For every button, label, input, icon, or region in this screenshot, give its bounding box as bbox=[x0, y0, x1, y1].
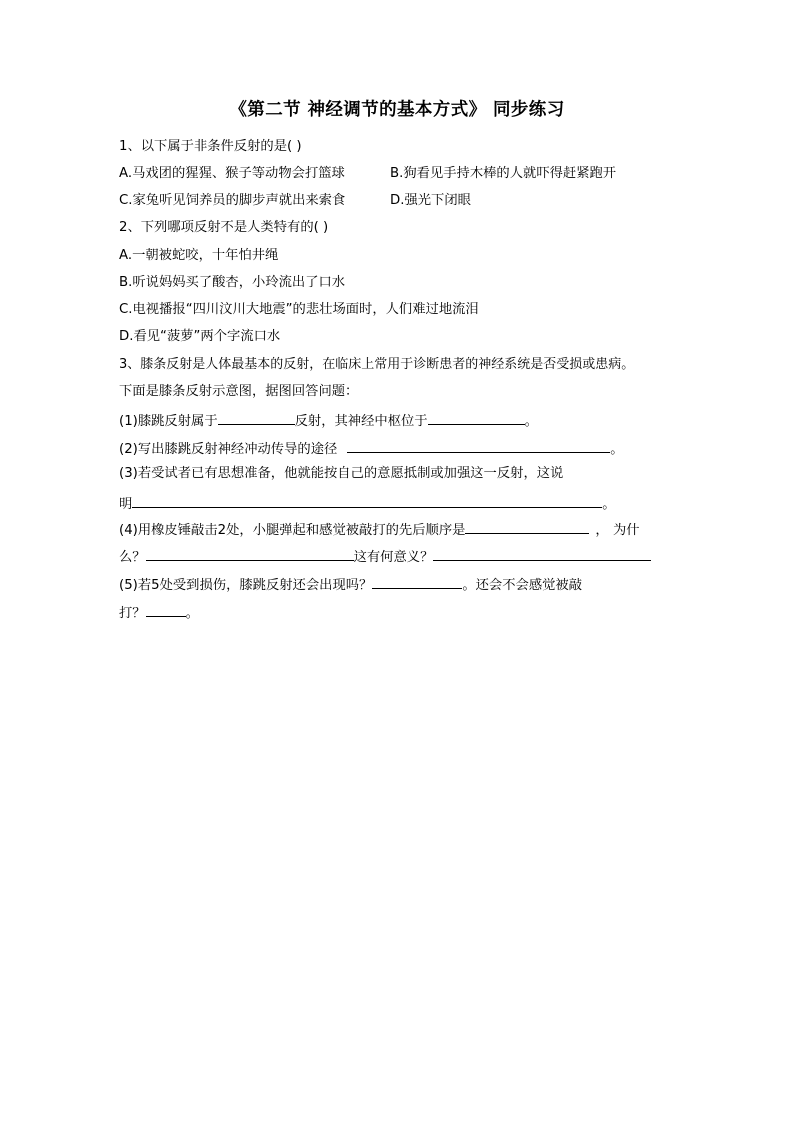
q3-sub1 bbox=[119, 410, 538, 431]
q1-option-a: A.马戏团的猩猩、猴子等动物会打篮球 bbox=[119, 166, 345, 181]
q3-sub4-line1 bbox=[119, 519, 640, 540]
q3-sub3-text-c: 。 bbox=[602, 497, 616, 512]
q3-sub5-text-c: 打？ bbox=[119, 606, 146, 621]
q1-option-d: D.强光下闭眼 bbox=[390, 193, 471, 208]
q3-sub3-text-b: 明 bbox=[119, 497, 133, 512]
q3-sub5-line1 bbox=[119, 574, 582, 595]
answer-blank[interactable] bbox=[428, 410, 525, 425]
q3-sub4-text-a: (4)用橡皮锤敲击2处，小腿弹起和感觉被敲打的先后顺序是 bbox=[119, 523, 466, 538]
q3-intro-line1: 3、膝条反射是人体最基本的反射，在临床上常用于诊断患者的神经系统是否受损或患病。 bbox=[119, 357, 635, 372]
q3-sub4-text-c: 么？ bbox=[119, 550, 146, 565]
q3-sub4-text-d: 这有何意义？ bbox=[353, 550, 434, 565]
q3-sub1-text-a: (1)膝跳反射属于 bbox=[119, 414, 218, 429]
q3-sub3-line2 bbox=[119, 493, 616, 514]
q3-sub1-text-b: 反射，其神经中枢位于 bbox=[294, 414, 428, 429]
q3-sub2 bbox=[119, 438, 624, 459]
q3-intro-line2: 下面是膝条反射示意图，据图回答问题： bbox=[119, 384, 359, 399]
q2-option-d: D.看见“菠萝”两个字流口水 bbox=[119, 329, 281, 344]
q3-sub1-text-c: 。 bbox=[524, 414, 538, 429]
q2-option-c: C.电视播报“四川汶川大地震”的悲壮场面时，人们难过地流泪 bbox=[119, 302, 479, 317]
answer-blank[interactable] bbox=[218, 410, 295, 425]
answer-blank[interactable] bbox=[132, 493, 602, 508]
q3-sub2-text-b: 。 bbox=[610, 442, 624, 457]
answer-blank[interactable] bbox=[465, 519, 589, 534]
answer-blank[interactable] bbox=[146, 602, 186, 617]
q3-sub3-line1: (3)若受试者已有思想准备，他就能按自己的意愿抵制或加强这一反射，这说 bbox=[119, 466, 564, 481]
answer-blank[interactable] bbox=[146, 546, 354, 561]
q2-stem: 2、下列哪项反射不是人类特有的( ) bbox=[119, 220, 329, 235]
page-title: 《第二节 神经调节的基本方式》 同步练习 bbox=[229, 100, 565, 120]
q1-option-c: C.家兔听见饲养员的脚步声就出来索食 bbox=[119, 193, 346, 208]
q1-stem: 1、以下属于非条件反射的是( ) bbox=[119, 139, 302, 154]
answer-blank[interactable] bbox=[347, 438, 610, 453]
q3-sub4-text-b: ， 为什 bbox=[595, 523, 640, 538]
q3-sub5-line2 bbox=[119, 602, 199, 623]
answer-blank[interactable] bbox=[372, 574, 462, 589]
q2-option-b: B.听说妈妈买了酸杏，小玲流出了口水 bbox=[119, 275, 346, 290]
answer-blank[interactable] bbox=[433, 546, 651, 561]
q2-option-a: A.一朝被蛇咬，十年怕井绳 bbox=[119, 248, 279, 263]
q3-sub5-text-a: (5)若5处受到损伤，膝跳反射还会出现吗？ bbox=[119, 578, 373, 593]
q1-option-b: B.狗看见手持木棒的人就吓得赶紧跑开 bbox=[390, 166, 617, 181]
q3-sub5-text-b: 。还会不会感觉被敲 bbox=[462, 578, 583, 593]
q3-sub2-text-a: (2)写出膝跳反射神经冲动传导的途径 bbox=[119, 442, 338, 457]
q3-sub4-line2 bbox=[119, 546, 651, 567]
q3-sub5-text-d: 。 bbox=[185, 606, 199, 621]
